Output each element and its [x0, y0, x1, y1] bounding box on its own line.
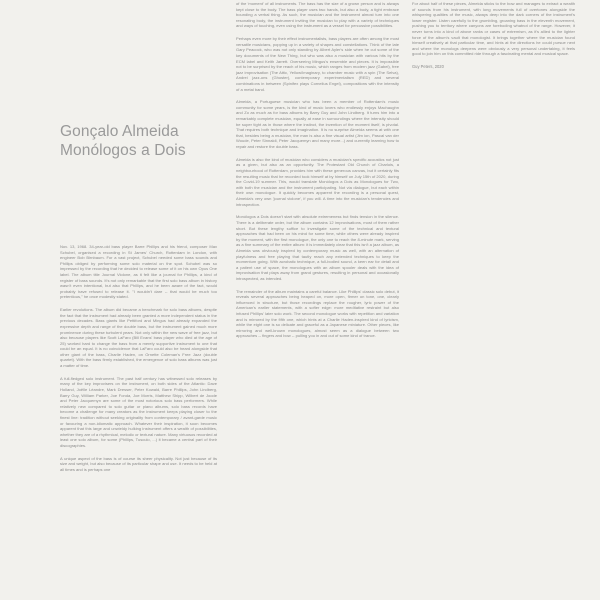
paragraph: of the 'moment' of all instruments. The bass has the size of a grown person and is always kept close to the body. The bass player uses two hands, but also a body, a tight embrace bounding a verbal thing. As such, the musician and the instrument almost turn into one resonating body, the instrument inviting the musician to play with a variety of techniques and ways of touching, even using the instrument as a vessel for percussive possibilities. — [236, 1, 399, 29]
liner-notes-middle-column — [236, 1, 399, 346]
album-title: Monólogos a Dois — [60, 142, 186, 159]
paragraph: Earlier revolutions. The album did became a benchmark for solo bass albums, despite the fact that the instrument had already been granted a more independent status in the previous decades. Bass giants like Pettiford and Mingus had already expanded the expressive depth and range of the double bass, but the instrument gained much more prominence during these turbulent years. Not only within the new wave of free jazz, but also because players like Scott LaFaro (Bill Evans' bass player who died at the age of 25) worked hard to change the bass from a merely supportive instrument to one that could be an equal. It is no coincidence that LaFaro could also be heard alongside that other giant of the bass, Charlie Haden, on Ornette Coleman's Free Jazz (double quartet). With the bass firmly established, the emergence of solo bass albums was just a matter of time. — [60, 307, 217, 369]
paragraph: For about half of these pieces, Almeida sticks to the bow and manages to extract a wealth of sounds from his instrument, with long movements full of overtones alongside the whispering qualities of the music, always deep into the dark corners of the instrument's lower register. Listen carefully to the grumbling, groaning bass in the eleventh movement, pushing you to territory where canyons are foreboding whatnot of the range. However, it never turns into a kind of above ranks or cases of extremism, as it's allied to the lighter force of the album's vault that monologist. It brings together where the musician found himself creatively at that particular time, and hints at the directions he could pursue next and where the monologs deepens were obviously a very personal undertaking, it feels good to join him on this committed ride through a fascinating mental and musical space. — [412, 1, 575, 57]
artist-name: Gonçalo Almeida — [60, 123, 179, 140]
album-title-block — [60, 122, 230, 160]
liner-notes-right-column — [412, 1, 575, 77]
paragraph: Perhaps even more by their effect instrumentalists, bass players are often among the most versatile musicians, popping up in a variety of shapes and constellations. Think of the late Gary Peacock, who was not only standing by Albert Ayler's side when he cut some of the key documents of the New Thing, but who was also a musician with various hits by the ECM label and Keith Jarrett. Overseeing Mingus's ensemble and pieces. It is impossible not to be surprised by the reach of his music, which ranges from modern jazz (Gabel), free jazz improvisation (The Attic, Yellow/Imaginary, to chamber music with a spin (The Selva), Andrei jazz-ons (Ghoster), contemporary experimentalism (RED) and several combinations in between (Spinifex plays Cornelius Engel), compositions with the intensity of a metal band. — [236, 36, 399, 92]
paragraph: Almeida, a Portuguese musician who has been a member of Rotterdam's music community for some years, is the kind of music lovers who endlessly enjoys Machaughn and Zo as much as for bass albums by Barry Guy and John Lindberg. It turns him into a remarkably complete musician, equally at ease in surroundings where the intensity should be super tight as in those where the instinct, the invention of the moment itself, is pivotal. That requires both technique and imagination. It is no surprise Almeida seems at with one that, besides being a musician, the man is also a fine visual artist (Jim ion, Pascal van der Woude, Peter Sinnaldi, Peter Jacquemyn and many more...) and currently learning how to repair and restore the double bass. — [236, 99, 399, 150]
paragraph: A full-fledged solo instrument. The past half century has witnessed solo releases by many of the key improvisers on the instrument, on both sides of the Atlantic: Dave Holland, Joëlle Léandre, Mark Dresser, Peter Kowald, Barre Phillips, John Lindberg, Barry Guy, William Parker, Joe Fonda, Joe Morris, Matthew Shipp, Wilbert de Joode and Peter Jacquemyn are some of the most notorious solo bass performers. While relatively new compared to solo guitar or piano albums, solo bass records have become a challenge for many creators as the instrument keeps playing closer to the finest line: tradition without seeking originality from contemporary / avant-garde music or favouring a non-idiomatic approach. Whatever their inspiration, it soon becomes apparent that this large and unwieldy hulking instrument offers a wealth of possibilities, whether they are of a rhythmical, melodic or textural nature. Many virtuosos recorded at least one solo album, for some (Phillips, Tusculo, ...) it became a central part of their discographies. — [60, 375, 217, 448]
paragraph: Monólogos a Dois doesn't start with absolute extremeness but finds tension in the silence. There is a deliberate order, but the album contains 12 improvisations, most of them rather short. But these lengthy suffice to investigate some of the technical and textural approaches that had been on his mind for some time, while others were already inspired by the moment, with the first monologue, the only one to reach the 8-minute mark, serving as a fine summary of the entire album: it is immediately clear that this isn't a jazz album, as Almeida was obviously inspired by contemporary music as well, with an alternation of playfulness and free playing that tautly reach any extended techniques to keep the momentum going. With acrobatic technique, a full-bodied sound, a keen ear for detail and a patient use of space, the monologues with an album spooler deals with the idea of improvisation that plays away from grand gestures, resulting in personal and occasionally introspected, as intended. — [236, 214, 399, 281]
paragraph: The remainder of the album maintains a careful balance. Like Phillips' classic solo debut, it reveals several approaches being heaped on, more open, firmer on tone, one, clearly influenced in structure, but those recordings replace the rougher, lyric power of the American's earlier statements, with a softer edge: more meditative restraint but also infused Phillips' later solo work. The second monologue works with repetition and variation and is mirrored by the fifth one, which hints at a Charlie Haden-inspired kind of lyricism, while the eight one is so delicate and graceful as a Japanese miniature. Other pieces, like mirroring and well-known monologues, almost seem as a dialogue between two approaches -- fingers and bow -- pulling you in and out of some kind of trance. — [236, 288, 399, 339]
paragraph: A unique aspect of the bass is of course its sheer physicality. Not just because of its size and weight, but also because of its particular shape and use. It needs to be held at all times and is perhaps one — [60, 455, 217, 472]
author-signature: Guy Peters, 2020 — [412, 64, 444, 70]
paragraph: Nov. 13, 1968. 34-year-old bass player Barre Phillips and his friend, composer Max Schubel, organised a recording in St James' Church, Rotterdam in London, with engineer Bob Birnbaum. For a vast project, Schubel needed some bass sounds and Phillips obliged by performing some solo material on the spot. Schubel was so impressed by the recording that he decided to release some of it on his own Opus One label. The album title Journal Violone, as it felt like a journal for Phillips, a kind of register of bass sounds. It's not only remarkable that the first solo bass album in history wasn't even intentional, but also that Phillips, and he been aware of the fact, would probably have refused to release it. "I wouldn't dare -- that would be much too pretentious," he once modestly stated. — [60, 244, 217, 300]
liner-notes-left-column — [60, 244, 217, 480]
paragraph: Almeida is also the kind of musician who considers a musician's specific acoustics not just as a given, but also as an opportunity. The Protestant Old Church of Charlois, a neighbourhood of Rotterdam, provides him with these generous canvas, but it certainly fits the resulting music that he recorded took himself at by himself on July 15th of 2020, during the Covid-19 summer. This, would translate Monólogos a Dois as Monologues for Two, with both the musician and the instrument participating. Not via dialogue, but each within their own monologue. It quickly becomes apparent the recording is a personal quest, Almeida's very own 'journal violone', if you will. A time into the musician's tendencies and introspection. — [236, 156, 399, 207]
